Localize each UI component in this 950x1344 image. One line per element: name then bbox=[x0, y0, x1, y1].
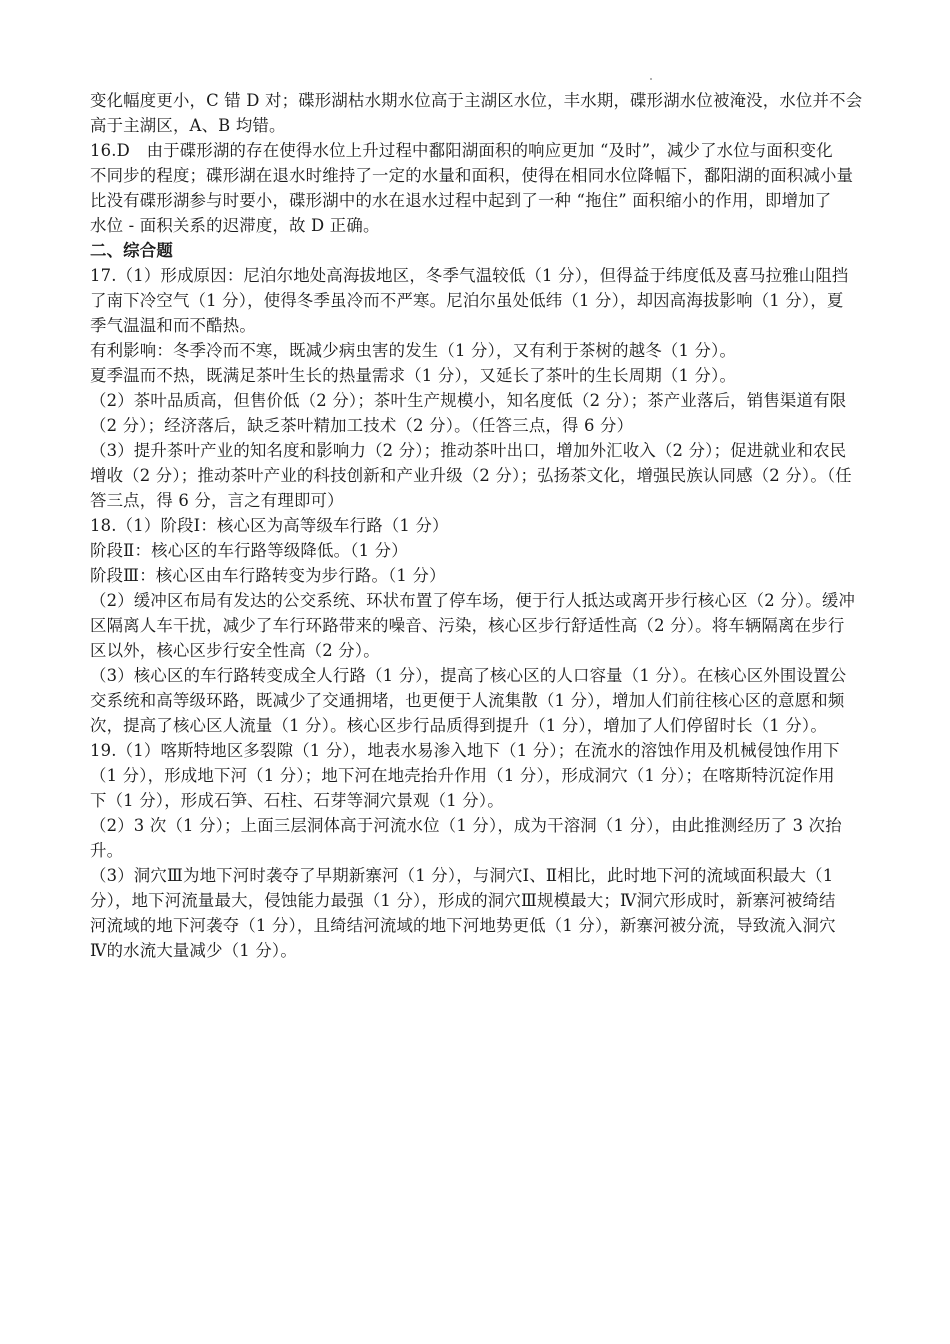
text-line: 比没有碟形湖参与时要小，碟形湖中的水在退水过程中起到了一种 “拖住” 面积缩小的作用，即增加了 bbox=[90, 191, 832, 210]
text-line: 分），地下河流量最大，侵蚀能力最强（1 分），形成的洞穴Ⅲ规模最大；Ⅳ洞穴形成时，新寨河被绮结 bbox=[90, 891, 836, 910]
text-line: 夏季温而不热，既满足茶叶生长的热量需求（1 分），又延长了茶叶的生长周期（1 分）。 bbox=[90, 366, 737, 385]
text-line: （2）3 次（1 分）；上面三层洞体高于河流水位（1 分），成为干溶洞（1 分），由此推测经历了 3 次抬 bbox=[90, 816, 842, 835]
text-line: 季气温温和而不酷热。 bbox=[90, 316, 256, 335]
answer-16: 16.D 由于碟形湖的存在使得水位上升过程中鄱阳湖面积的响应更加 “及时”，减少了水位与面积变化 bbox=[90, 141, 833, 160]
answer-document bbox=[90, 88, 865, 963]
text-line: 下（1 分），形成石笋、石柱、石芽等洞穴景观（1 分）。 bbox=[90, 791, 504, 810]
text-line: 河流域的地下河袭夺（1 分），且绮结河流域的地下河地势更低（1 分），新寨河被分流，导致流入洞穴 bbox=[90, 916, 836, 935]
text-line: 区以外，核心区步行安全性高（2 分）。 bbox=[90, 641, 380, 660]
text-line: 增收（2 分）；推动茶叶产业的科技创新和产业升级（2 分）；弘扬茶文化，增强民族认同感（2 分）。（任 bbox=[90, 466, 852, 485]
text-line: 阶段Ⅱ：核心区的车行路等级降低。（1 分） bbox=[90, 541, 408, 560]
text-line: Ⅳ的水流大量减少（1 分）。 bbox=[90, 941, 297, 960]
answer-17: 17.（1）形成原因：尼泊尔地处高海拔地区，冬季气温较低（1 分），但得益于纬度低及喜马拉雅山阻挡 bbox=[90, 266, 849, 285]
text-line: （1 分），形成地下河（1 分）；地下河在地壳抬升作用（1 分），形成洞穴（1 分）；在喀斯特沉淀作用 bbox=[90, 766, 835, 785]
text-line: （2）茶叶品质高，但售价低（2 分）；茶叶生产规模小，知名度低（2 分）；茶产业落后，销售渠道有限 bbox=[90, 391, 847, 410]
text-line: 次，提高了核心区人流量（1 分）。核心区步行品质得到提升（1 分），增加了人们停留时长（1 分）。 bbox=[90, 716, 827, 735]
text-line: （3）核心区的车行路转变成全人行路（1 分），提高了核心区的人口容量（1 分）。在核心区外围设置公 bbox=[90, 666, 847, 685]
answer-18: 18.（1）阶段Ⅰ：核心区为高等级车行路（1 分） bbox=[90, 516, 449, 535]
text-line: 答三点，得 6 分，言之有理即可） bbox=[90, 491, 344, 510]
text-line: 阶段Ⅲ：核心区由车行路转变为步行路。（1 分） bbox=[90, 566, 446, 585]
text-line: （3）提升茶叶产业的知名度和影响力（2 分）；推动茶叶出口，增加外汇收入（2 分）；促进就业和农民 bbox=[90, 441, 847, 460]
text-line: 了南下冷空气（1 分），使得冬季虽冷而不严寒。尼泊尔虽处低纬（1 分），却因高海拔影响（1 分），夏 bbox=[90, 291, 844, 310]
scan-speck bbox=[650, 78, 652, 80]
text-line: 水位 - 面积关系的迟滞度，故 D 正确。 bbox=[90, 216, 380, 235]
text-line: （3）洞穴Ⅲ为地下河时袭夺了早期新寨河（1 分），与洞穴Ⅰ、Ⅱ相比，此时地下河的流域面积最大（1 bbox=[90, 866, 834, 885]
text-line: 变化幅度更小，C 错 D 对；碟形湖枯水期水位高于主湖区水位，丰水期，碟形湖水位被淹没，水位并不会 bbox=[90, 91, 863, 110]
text-line: 交系统和高等级环路，既减少了交通拥堵，也更便于人流集散（1 分），增加人们前往核心区的意愿和频 bbox=[90, 691, 845, 710]
answer-19: 19.（1）喀斯特地区多裂隙（1 分），地表水易渗入地下（1 分）；在流水的溶蚀作用及机械侵蚀作用下 bbox=[90, 741, 840, 760]
text-line: 有利影响：冬季冷而不寒，既减少病虫害的发生（1 分），又有利于茶树的越冬（1 分）。 bbox=[90, 341, 737, 360]
text-line: （2）缓冲区布局有发达的公交系统、环状布置了停车场，便于行人抵达或离开步行核心区（2 分）。缓冲 bbox=[90, 591, 856, 610]
text-line: 升。 bbox=[90, 841, 124, 860]
text-line: 不同步的程度；碟形湖在退水时维持了一定的水量和面积，使得在相同水位降幅下，鄱阳湖的面积减小量 bbox=[90, 166, 854, 185]
section-heading: 二、综合题 bbox=[90, 241, 173, 260]
text-line: 区隔离人车干扰，减少了车行环路带来的噪音、污染，核心区步行舒适性高（2 分）。将车辆隔离在步行 bbox=[90, 616, 845, 635]
text-line: 高于主湖区，A、B 均错。 bbox=[90, 116, 286, 135]
text-line: （2 分）；经济落后，缺乏茶叶精加工技术（2 分）。（任答三点，得 6 分） bbox=[90, 416, 634, 435]
